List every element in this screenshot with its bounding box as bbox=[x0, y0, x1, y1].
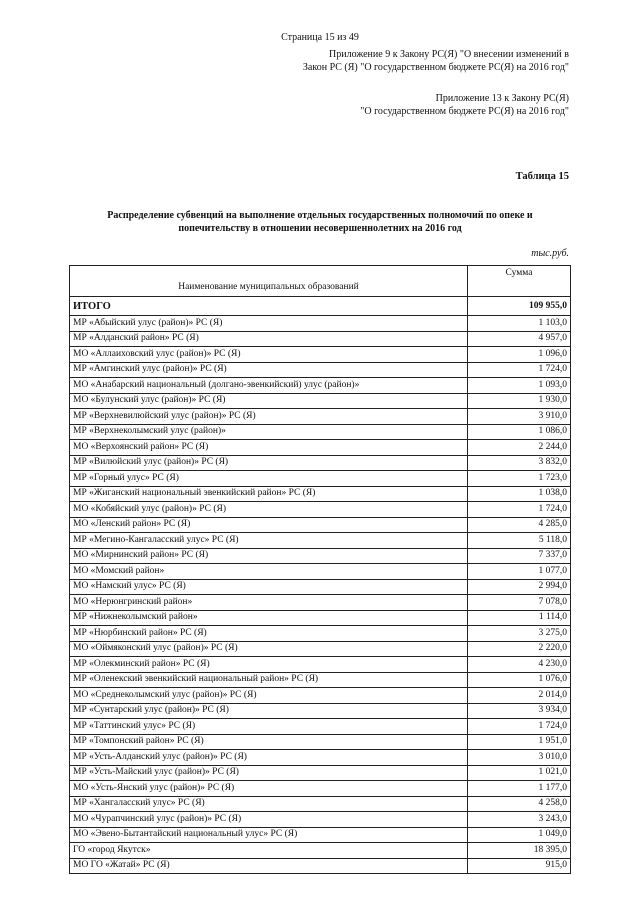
annex-2-line-2: "О государственном бюджете РС(Я) на 2016 год" bbox=[360, 106, 569, 117]
subsidy-amount: 2 994,0 bbox=[468, 579, 571, 595]
subsidy-table bbox=[69, 265, 571, 874]
table-row bbox=[70, 719, 571, 735]
subsidy-amount: 1 724,0 bbox=[468, 362, 571, 378]
table-row bbox=[70, 316, 571, 332]
subsidy-amount: 4 957,0 bbox=[468, 331, 571, 347]
municipality-name: МР «Мегино-Кангаласский улус» РС (Я) bbox=[70, 533, 468, 549]
subsidy-amount: 1 951,0 bbox=[468, 734, 571, 750]
table-row bbox=[70, 517, 571, 533]
table-row bbox=[70, 455, 571, 471]
table-row bbox=[70, 610, 571, 626]
subsidy-amount: 1 038,0 bbox=[468, 486, 571, 502]
total-label: ИТОГО bbox=[70, 297, 468, 316]
table-row bbox=[70, 672, 571, 688]
subsidy-amount: 1 086,0 bbox=[468, 424, 571, 440]
table-row bbox=[70, 486, 571, 502]
header-municipality: Наименование муниципальных образований bbox=[70, 266, 468, 297]
subsidy-amount: 4 230,0 bbox=[468, 657, 571, 673]
municipality-name: МО «Чурапчинский улус (район)» РС (Я) bbox=[70, 812, 468, 828]
table-row bbox=[70, 812, 571, 828]
table-row bbox=[70, 533, 571, 549]
subsidy-amount: 1 021,0 bbox=[468, 765, 571, 781]
table-row bbox=[70, 827, 571, 843]
subsidy-amount: 1 103,0 bbox=[468, 316, 571, 332]
municipality-name: МР «Верхнеколымский улус (район)» bbox=[70, 424, 468, 440]
subsidy-amount: 1 114,0 bbox=[468, 610, 571, 626]
document-title bbox=[95, 209, 545, 235]
municipality-name: МР «Вилюйский улус (район)» РС (Я) bbox=[70, 455, 468, 471]
subsidy-amount: 3 934,0 bbox=[468, 703, 571, 719]
subsidy-amount: 1 093,0 bbox=[468, 378, 571, 394]
municipality-name: МР «Усть-Майский улус (район)» РС (Я) bbox=[70, 765, 468, 781]
subsidy-amount: 2 220,0 bbox=[468, 641, 571, 657]
total-value: 109 955,0 bbox=[468, 297, 571, 316]
table-row bbox=[70, 858, 571, 874]
municipality-name: МО ГО «Жатай» РС (Я) bbox=[70, 858, 468, 874]
subsidy-amount: 915,0 bbox=[468, 858, 571, 874]
table-row bbox=[70, 378, 571, 394]
table-row bbox=[70, 796, 571, 812]
table-row bbox=[70, 626, 571, 642]
municipality-name: МО «Момский район» bbox=[70, 564, 468, 580]
municipality-name: МО «Анабарский национальный (долгано-эвенкийский) улус (район)» bbox=[70, 378, 468, 394]
table-row bbox=[70, 781, 571, 797]
table-row bbox=[70, 440, 571, 456]
table-row bbox=[70, 579, 571, 595]
municipality-name: МО «Оймяконский улус (район)» РС (Я) bbox=[70, 641, 468, 657]
subsidy-amount: 4 258,0 bbox=[468, 796, 571, 812]
table-row bbox=[70, 331, 571, 347]
annex-1-line-2: Закон РС (Я) "О государственном бюджете РС(Я) на 2016 год" bbox=[302, 62, 569, 73]
municipality-name: МО «Нерюнгринский район» bbox=[70, 595, 468, 611]
table-row bbox=[70, 688, 571, 704]
municipality-name: МО «Мирнинский район» РС (Я) bbox=[70, 548, 468, 564]
municipality-name: МР «Олекминский район» РС (Я) bbox=[70, 657, 468, 673]
subsidy-amount: 3 010,0 bbox=[468, 750, 571, 766]
table-row bbox=[70, 393, 571, 409]
header-sum: Сумма bbox=[468, 266, 571, 297]
subsidy-amount: 1 930,0 bbox=[468, 393, 571, 409]
municipality-name: МО «Кобяйский улус (район)» РС (Я) bbox=[70, 502, 468, 518]
municipality-name: МР «Оленекский эвенкийский национальный район» РС (Я) bbox=[70, 672, 468, 688]
subsidy-amount: 5 118,0 bbox=[468, 533, 571, 549]
municipality-name: МР «Нижнеколымский район» bbox=[70, 610, 468, 626]
subsidy-amount: 1 077,0 bbox=[468, 564, 571, 580]
subsidy-amount: 3 243,0 bbox=[468, 812, 571, 828]
page-number: Страница 15 из 49 bbox=[281, 32, 359, 43]
subsidy-amount: 1 096,0 bbox=[468, 347, 571, 363]
subsidy-amount: 1 177,0 bbox=[468, 781, 571, 797]
subsidy-amount: 1 723,0 bbox=[468, 471, 571, 487]
municipality-name: МР «Усть-Алданский улус (район)» РС (Я) bbox=[70, 750, 468, 766]
subsidy-amount: 7 078,0 bbox=[468, 595, 571, 611]
subsidy-amount: 1 049,0 bbox=[468, 827, 571, 843]
subsidy-amount: 2 244,0 bbox=[468, 440, 571, 456]
table-row bbox=[70, 362, 571, 378]
municipality-name: МО «Ленский район» РС (Я) bbox=[70, 517, 468, 533]
subsidy-amount: 4 285,0 bbox=[468, 517, 571, 533]
total-row bbox=[70, 297, 571, 316]
table-row bbox=[70, 564, 571, 580]
municipality-name: МР «Горный улус» РС (Я) bbox=[70, 471, 468, 487]
table-row bbox=[70, 424, 571, 440]
table-row bbox=[70, 703, 571, 719]
annex-2-line-1: Приложение 13 к Закону РС(Я) bbox=[435, 93, 569, 104]
municipality-name: МР «Томпонский район» РС (Я) bbox=[70, 734, 468, 750]
subsidy-amount: 1 724,0 bbox=[468, 719, 571, 735]
table-row bbox=[70, 347, 571, 363]
units-label: тыс.руб. bbox=[531, 248, 569, 259]
municipality-name: МО «Намский улус» РС (Я) bbox=[70, 579, 468, 595]
table-row bbox=[70, 657, 571, 673]
municipality-name: МР «Алданский район» РС (Я) bbox=[70, 331, 468, 347]
subsidy-amount: 2 014,0 bbox=[468, 688, 571, 704]
municipality-name: МР «Амгинский улус (район)» РС (Я) bbox=[70, 362, 468, 378]
municipality-name: МО «Эвено-Бытантайский национальный улус» РС (Я) bbox=[70, 827, 468, 843]
table-row bbox=[70, 471, 571, 487]
subsidy-amount: 7 337,0 bbox=[468, 548, 571, 564]
table-row bbox=[70, 409, 571, 425]
table-header-row bbox=[70, 266, 571, 297]
table-row bbox=[70, 548, 571, 564]
municipality-name: МО «Аллаиховский улус (район)» РС (Я) bbox=[70, 347, 468, 363]
municipality-name: МР «Нюрбинский район» РС (Я) bbox=[70, 626, 468, 642]
municipality-name: МР «Таттинский улус» РС (Я) bbox=[70, 719, 468, 735]
table-row bbox=[70, 595, 571, 611]
subsidy-amount: 3 832,0 bbox=[468, 455, 571, 471]
table-row bbox=[70, 843, 571, 859]
municipality-name: МО «Верхоянский район» РС (Я) bbox=[70, 440, 468, 456]
annex-reference-amendment bbox=[303, 48, 569, 74]
table-row bbox=[70, 765, 571, 781]
subsidy-amount: 1 724,0 bbox=[468, 502, 571, 518]
municipality-name: ГО «город Якутск» bbox=[70, 843, 468, 859]
title-line-2: попечительству в отношении несовершеннолетних на 2016 год bbox=[178, 223, 462, 234]
title-line-1: Распределение субвенций на выполнение отдельных государственных полномочий по опеке и bbox=[107, 210, 533, 221]
table-row bbox=[70, 641, 571, 657]
municipality-name: МР «Хангаласский улус» РС (Я) bbox=[70, 796, 468, 812]
table-row bbox=[70, 734, 571, 750]
table-row bbox=[70, 750, 571, 766]
annex-1-line-1: Приложение 9 к Закону РС(Я) "О внесении изменений в bbox=[329, 49, 569, 60]
municipality-name: МР «Сунтарский улус (район)» РС (Я) bbox=[70, 703, 468, 719]
subsidy-amount: 3 910,0 bbox=[468, 409, 571, 425]
annex-reference-budget-law bbox=[360, 92, 569, 118]
municipality-name: МР «Жиганский национальный эвенкийский район» РС (Я) bbox=[70, 486, 468, 502]
subsidy-amount: 1 076,0 bbox=[468, 672, 571, 688]
table-number: Таблица 15 bbox=[515, 171, 569, 182]
subsidy-amount: 18 395,0 bbox=[468, 843, 571, 859]
municipality-name: МР «Абыйский улус (район)» РС (Я) bbox=[70, 316, 468, 332]
municipality-name: МР «Верхневилюйский улус (район)» РС (Я) bbox=[70, 409, 468, 425]
municipality-name: МО «Булунский улус (район)» РС (Я) bbox=[70, 393, 468, 409]
table-row bbox=[70, 502, 571, 518]
subsidy-amount: 3 275,0 bbox=[468, 626, 571, 642]
municipality-name: МО «Среднеколымский улус (район)» РС (Я) bbox=[70, 688, 468, 704]
municipality-name: МО «Усть-Янский улус (район)» РС (Я) bbox=[70, 781, 468, 797]
